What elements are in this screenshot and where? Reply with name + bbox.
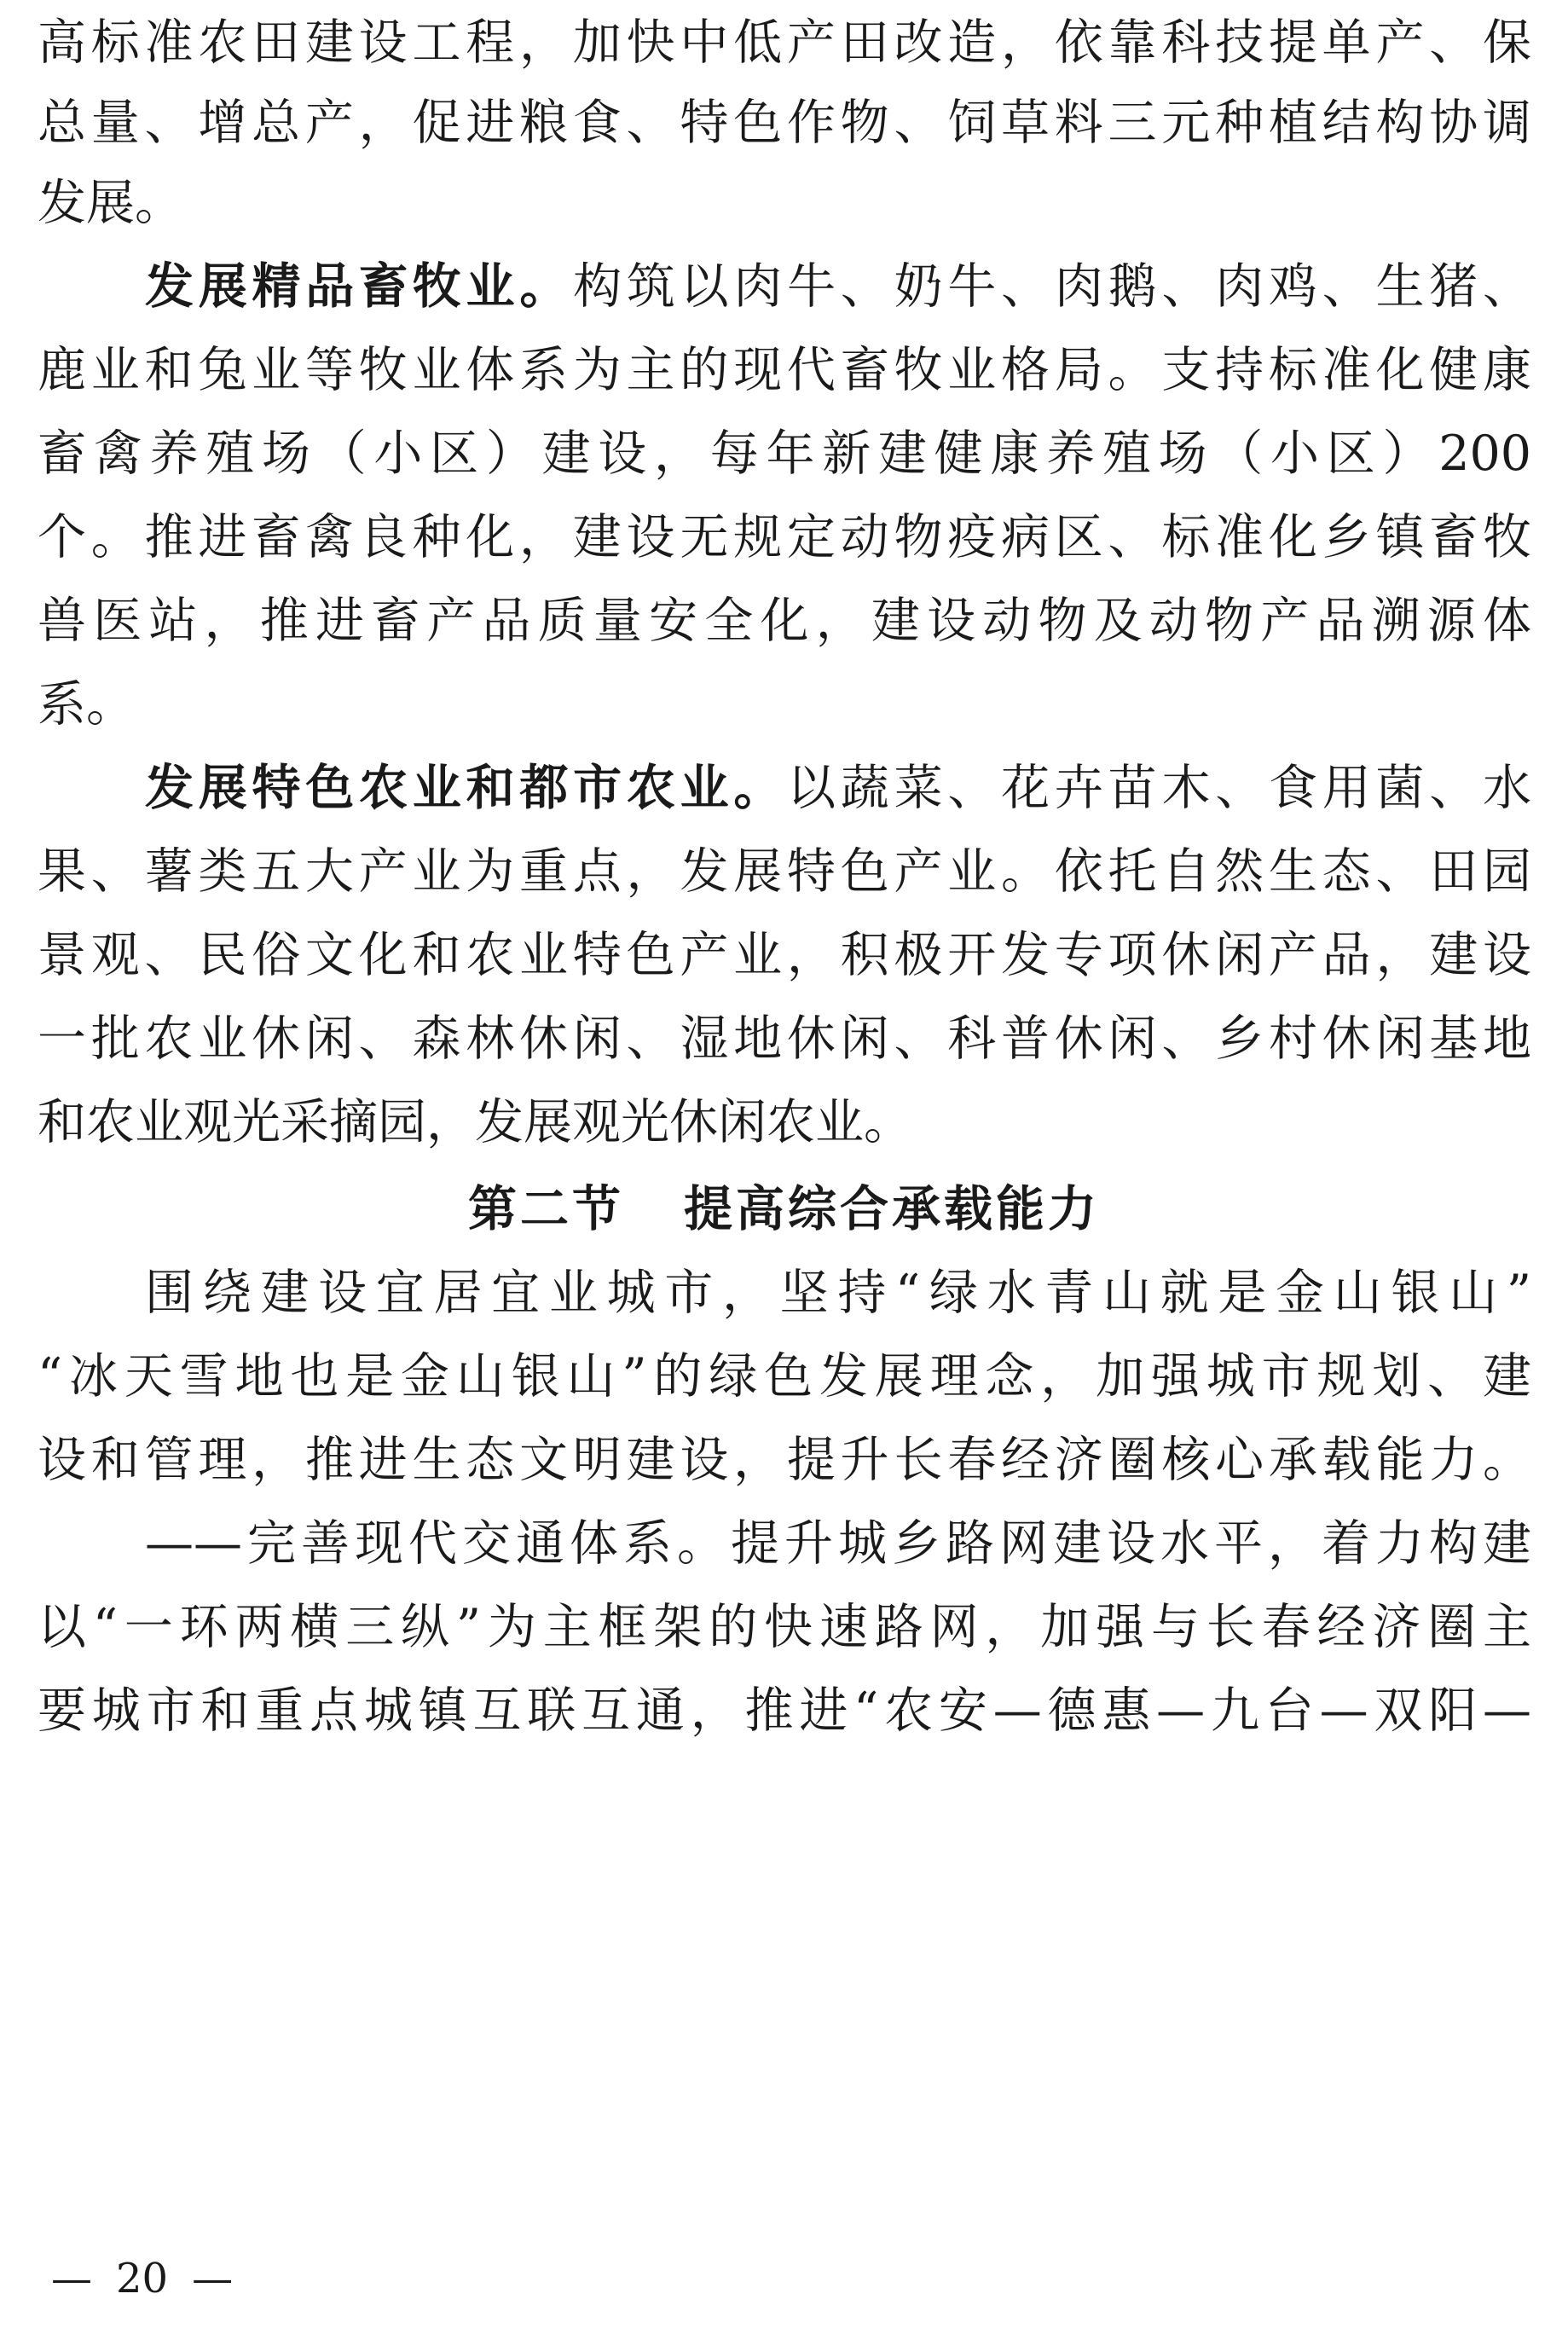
paragraph-2-line-6: 系。 (38, 676, 135, 733)
paragraph-2-line-4: 个。推进畜禽良种化，建设无规定动物疫病区、标准化乡镇畜牧 (38, 509, 1531, 565)
section-title: 提高综合承载能力 (684, 1180, 1100, 1237)
paragraph-5-line-1-text: 提升城乡路网建设水平，着力构建 (731, 1515, 1531, 1572)
paragraph-2-line-3: 畜禽养殖场（小区）建设，每年新建健康养殖场（小区）200 (38, 426, 1531, 482)
paragraph-2-line-2: 鹿业和兔业等牧业体系为主的现代畜牧业格局。支持标准化健康 (38, 342, 1531, 398)
paragraph-3-line-3: 景观、民俗文化和农业特色产业，积极开发专项休闲产品，建设 (38, 927, 1531, 983)
paragraph-5-line-1 (145, 1509, 1531, 1578)
paragraph-2-line-1-text: 构筑以肉牛、奶牛、肉鹅、肉鸡、生猪、 (573, 258, 1532, 315)
paragraph-5-line-2: 以“一环两横三纵”为主框架的快速路网，加强与长春经济圈主 (38, 1599, 1531, 1655)
page-number: 20 (116, 2255, 169, 2302)
footer-dash-right: — (192, 2255, 234, 2302)
paragraph-3-line-1-text: 以蔬菜、花卉苗木、食用菌、水 (787, 760, 1532, 816)
page-footer (51, 2253, 257, 2304)
paragraph-4-line-1: 围绕建设宜居宜业城市，坚持“绿水青山就是金山银山” (145, 1265, 1531, 1321)
paragraph-3-lead: 发展特色农业和都市农业。 (145, 759, 788, 816)
footer-dash-left: — (51, 2255, 92, 2302)
paragraph-4-line-2: “冰天雪地也是金山银山”的绿色发展理念，加强城市规划、建 (38, 1348, 1531, 1405)
paragraph-1-line-1: 高标准农田建设工程，加快中低产田改造，依靠科技提单产、保 (38, 14, 1531, 71)
paragraph-1-line-3: 发展。 (38, 175, 183, 231)
paragraph-5-line-3: 要城市和重点城镇互联互通，推进“农安—德惠—九台—双阳— (38, 1683, 1531, 1739)
paragraph-2-lead: 发展精品畜牧业。 (145, 258, 574, 315)
section-heading (0, 1175, 1568, 1243)
paragraph-3-line-5: 和农业观光采摘园，发展观光休闲农业。 (38, 1094, 912, 1150)
paragraph-3-line-2: 果、薯类五大产业为重点，发展特色产业。依托自然生态、田园 (38, 843, 1531, 900)
paragraph-3-line-4: 一批农业休闲、森林休闲、湿地休闲、科普休闲、乡村休闲基地 (38, 1011, 1531, 1067)
paragraph-2-line-1 (145, 252, 1531, 321)
paragraph-2-line-5: 兽医站，推进畜产品质量安全化，建设动物及动物产品溯源体 (38, 593, 1531, 649)
paragraph-1-line-2: 总量、增总产，促进粮食、特色作物、饲草料三元种植结构协调 (38, 95, 1531, 151)
paragraph-3-line-1 (145, 754, 1531, 822)
paragraph-5-lead: ——完善现代交通体系。 (145, 1515, 731, 1572)
section-number: 第二节 (468, 1180, 624, 1237)
paragraph-4-line-3: 设和管理，推进生态文明建设，提升长春经济圈核心承载能力。 (38, 1432, 1531, 1488)
